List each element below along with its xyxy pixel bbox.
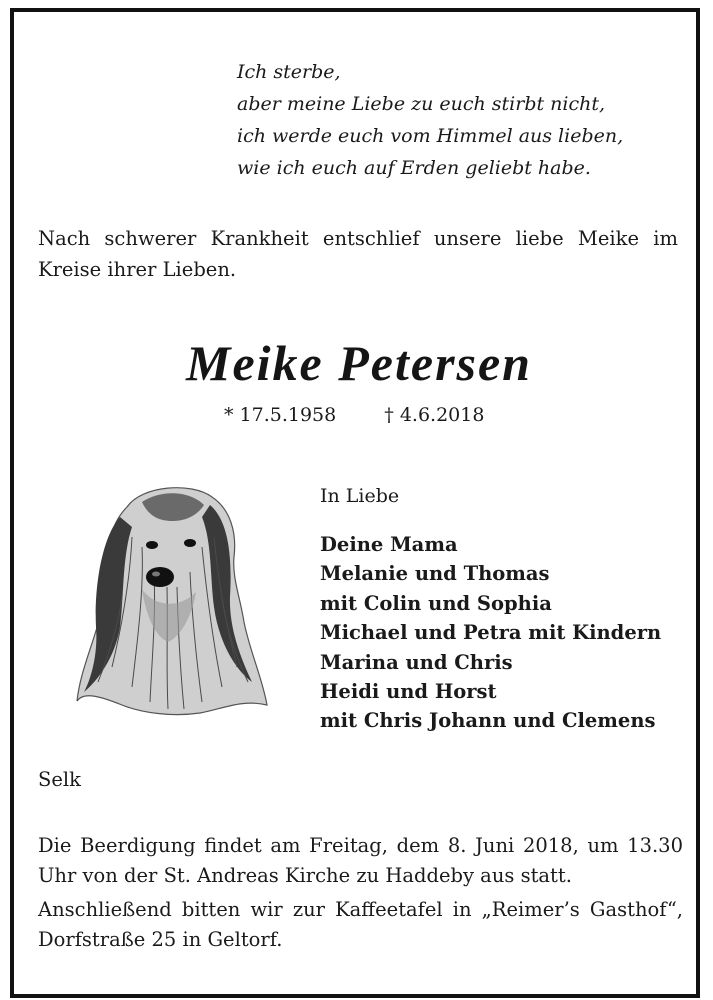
list-item: mit Chris Johann und Clemens bbox=[320, 709, 656, 733]
place-name: Selk bbox=[38, 768, 81, 791]
birth-date: * 17.5.1958 bbox=[224, 404, 337, 426]
life-dates bbox=[224, 404, 484, 426]
obituary-frame bbox=[10, 8, 700, 998]
poem bbox=[237, 56, 623, 184]
list-item: Deine Mama bbox=[320, 533, 458, 556]
mourners-list bbox=[320, 530, 661, 736]
intro-text: Nach schwerer Krankheit entschlief unsere liebe Meike im Kreise ihrer Lieben. bbox=[38, 227, 678, 281]
poem-line: ich werde euch vom Himmel aus lieben, bbox=[237, 125, 624, 147]
reception-text: Anschließend bitten wir zur Kaffeetafel in „Reimer’s Gasthof“, Dorfstraße 25 in Geltorf. bbox=[38, 898, 683, 951]
list-item: Marina und Chris bbox=[320, 650, 513, 674]
poem-line: wie ich euch auf Erden geliebt habe. bbox=[237, 157, 591, 179]
list-item: Michael und Petra mit Kindern bbox=[320, 621, 662, 645]
list-item: Heidi und Horst bbox=[320, 680, 497, 704]
poem-line: Ich sterbe, bbox=[237, 61, 341, 83]
in-love-label: In Liebe bbox=[320, 485, 400, 507]
list-item: mit Colin und Sophia bbox=[320, 591, 552, 615]
death-date: † 4.6.2018 bbox=[384, 404, 485, 426]
funeral-text: Die Beerdigung findet am Freitag, dem 8. Juni 2018, um 13.30 Uhr von der St. Andreas Kirche zu Haddeby aus statt. bbox=[38, 834, 683, 887]
poem-line: aber meine Liebe zu euch stirbt nicht, bbox=[237, 93, 606, 115]
dog-portrait-icon bbox=[72, 477, 272, 722]
deceased-name: Meike Petersen bbox=[186, 335, 532, 391]
list-item: Melanie und Thomas bbox=[320, 562, 550, 586]
funeral-info bbox=[38, 831, 683, 959]
